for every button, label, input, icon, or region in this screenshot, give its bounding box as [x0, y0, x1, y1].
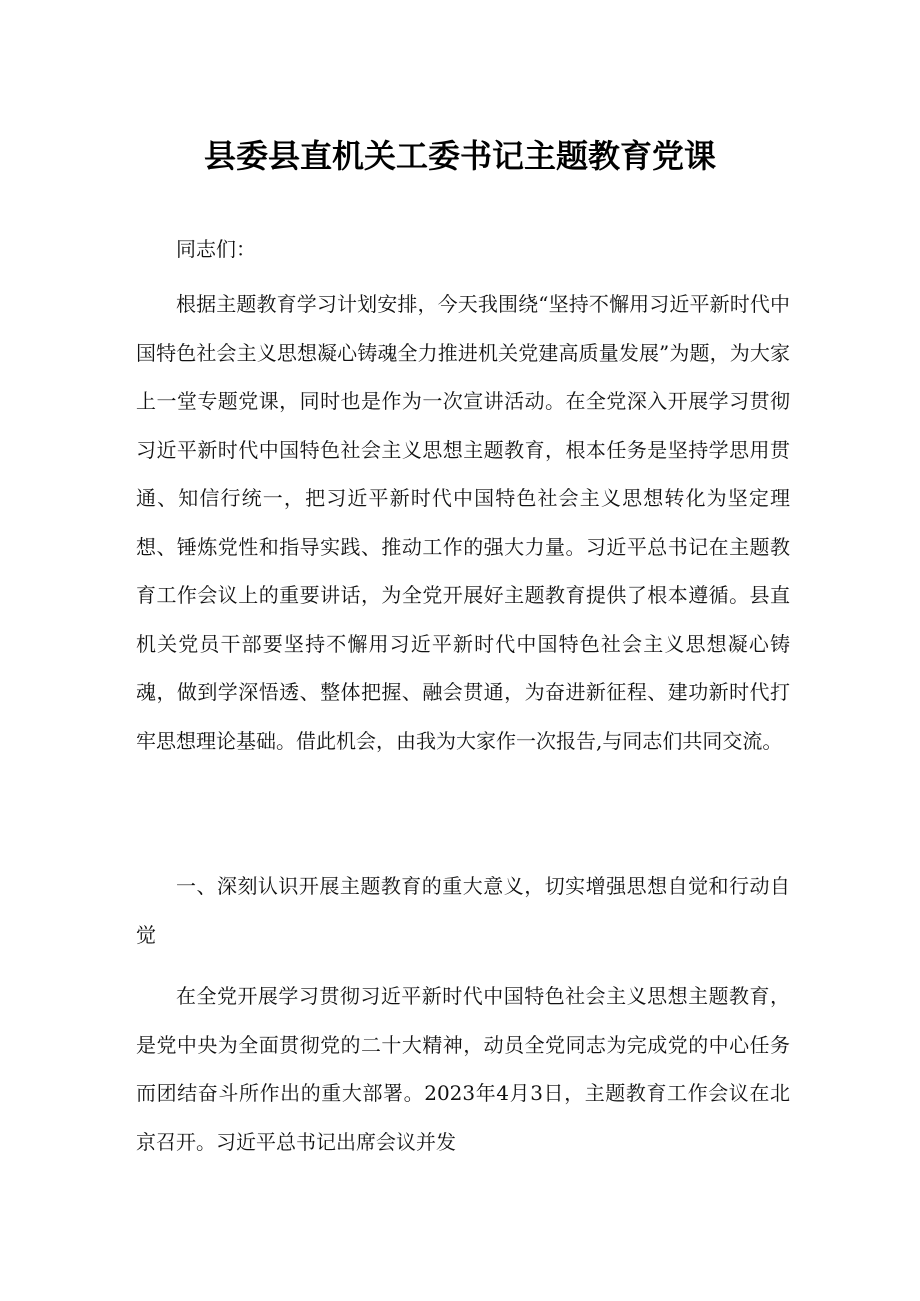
document-title: 县委县直机关工委书记主题教育党课 [203, 137, 716, 175]
paragraph-body: 在全党开展学习贯彻习近平新时代中国特色社会主义思想主题教育，是党中央为全面贯彻党的二十大精神，动员全党同志为完成党的中心任务而团结奋斗所作出的重大部署。2023年4月3日，主题教育工作会议在北京召开。习近平总书记出席会议并发 [136, 984, 790, 1154]
salutation: 同志们： [176, 237, 256, 261]
paragraph-intro: 根据主题教育学习计划安排，今天我围绕“坚持不懈用习近平新时代中国特色社会主义思想凝心铸魂全力推进机关党建高质量发展”为题，为大家上一堂专题党课，同时也是作为一次宣讲活动。在全党深入开展学习贯彻习近平新时代中国特色社会主义思想主题教育，根本任务是坚持学思用贯通、知信行统一，把习近平新时代中国特色社会主义思想转化为坚定理想、锤炼党性和指导实践、推动工作的强大力量。习近平总书记在主题教育工作会议上的重要讲话，为全党开展好主题教育提供了根本遵循。县直机关党员干部要坚持不懈用习近平新时代中国特色社会主义思想凝心铸魂，做到学深悟透、整体把握、融会贯通，为奋进新征程、建功新时代打牢思想理论基础。借此机会，由我为大家作一次报告,与同志们共同交流。 [136, 292, 790, 753]
section-heading: 一、深刻认识开展主题教育的重大意义，切实增强思想自觉和行动自觉 [136, 874, 790, 947]
